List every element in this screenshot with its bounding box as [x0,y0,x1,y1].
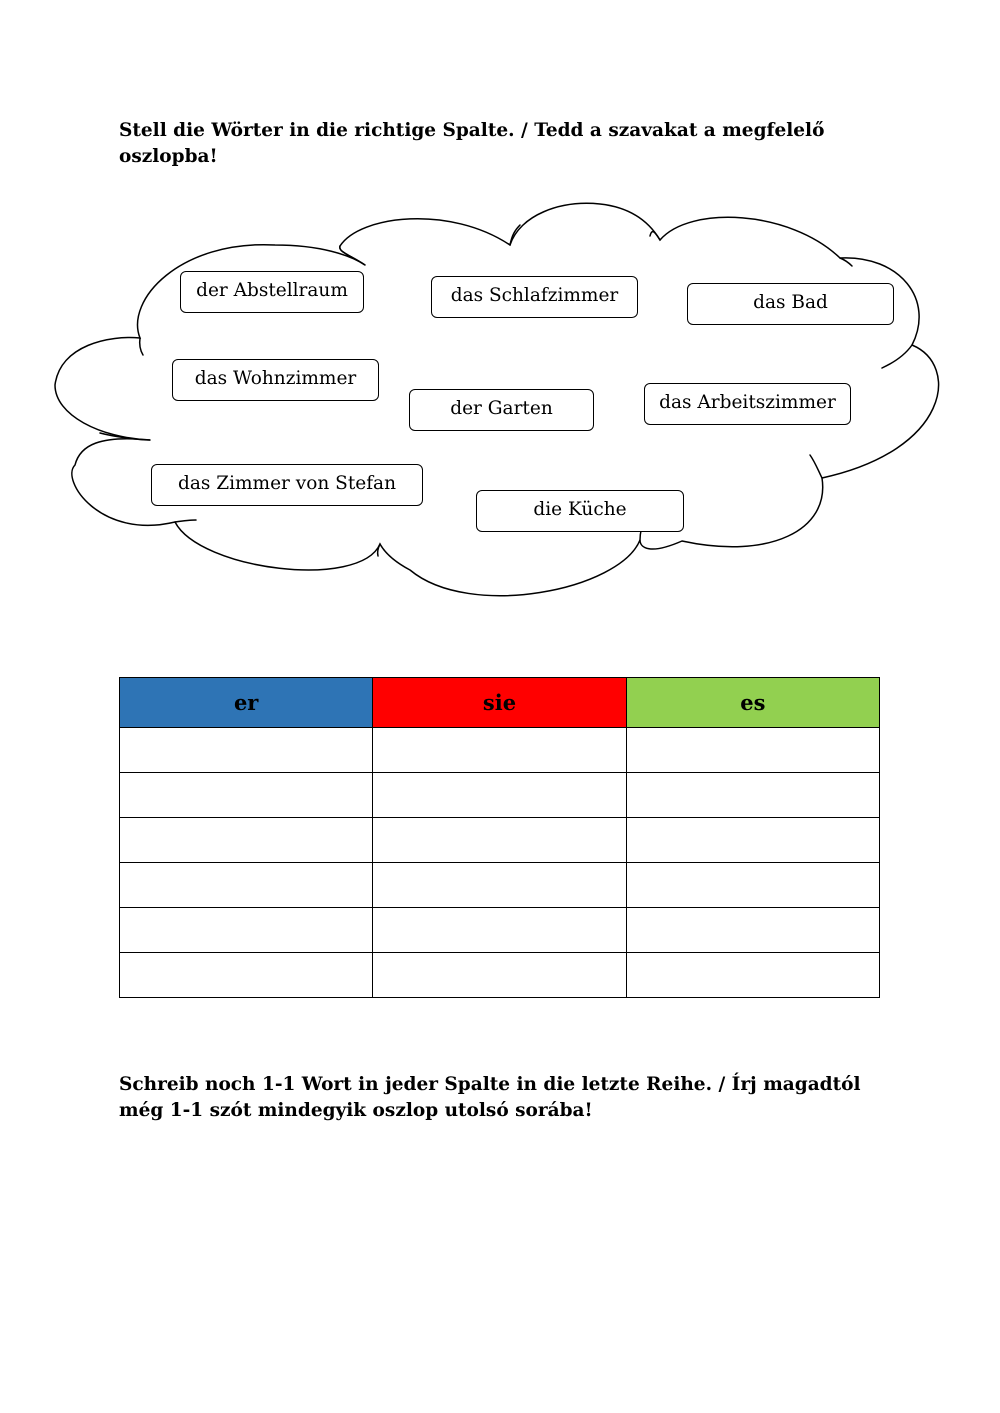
word-card[interactable]: der Garten [409,389,594,431]
drop-cell-es[interactable] [626,908,879,953]
table-row [120,953,880,998]
drop-cell-er[interactable] [120,863,373,908]
drop-cell-sie[interactable] [373,818,626,863]
drop-cell-es[interactable] [626,818,879,863]
table-row [120,818,880,863]
column-header-sie: sie [373,678,626,728]
drop-cell-sie[interactable] [373,908,626,953]
drop-cell-er[interactable] [120,908,373,953]
drop-cell-es[interactable] [626,953,879,998]
drop-cell-er[interactable] [120,953,373,998]
drop-cell-er[interactable] [120,773,373,818]
instruction-sort-words: Stell die Wörter in die richtige Spalte. / Tedd a szavakat a megfelelő oszlopba! [119,120,825,167]
drop-cell-sie[interactable] [373,953,626,998]
word-card[interactable]: das Arbeitszimmer [644,383,851,425]
word-card[interactable]: die Küche [476,490,684,532]
table-body [120,728,880,998]
word-card[interactable]: das Wohnzimmer [172,359,379,401]
table-row [120,863,880,908]
drop-cell-es[interactable] [626,773,879,818]
word-card[interactable]: das Bad [687,283,894,325]
table-row [120,728,880,773]
sorting-table [119,677,880,998]
word-card[interactable]: das Zimmer von Stefan [151,464,423,506]
column-header-er: er [120,678,373,728]
word-card[interactable]: der Abstellraum [180,271,364,313]
drop-cell-er[interactable] [120,818,373,863]
drop-cell-es[interactable] [626,863,879,908]
table-row [120,908,880,953]
drop-cell-es[interactable] [626,728,879,773]
column-header-es: es [626,678,879,728]
drop-cell-er[interactable] [120,728,373,773]
table-row [120,773,880,818]
word-card[interactable]: das Schlafzimmer [431,276,638,318]
drop-cell-sie[interactable] [373,773,626,818]
table-header-row [120,678,880,728]
drop-cell-sie[interactable] [373,863,626,908]
drop-cell-sie[interactable] [373,728,626,773]
instruction-add-word: Schreib noch 1-1 Wort in jeder Spalte in die letzte Reihe. / Írj magadtól még 1-1 szót mindegyik oszlop utolsó sorába! [119,1074,861,1121]
